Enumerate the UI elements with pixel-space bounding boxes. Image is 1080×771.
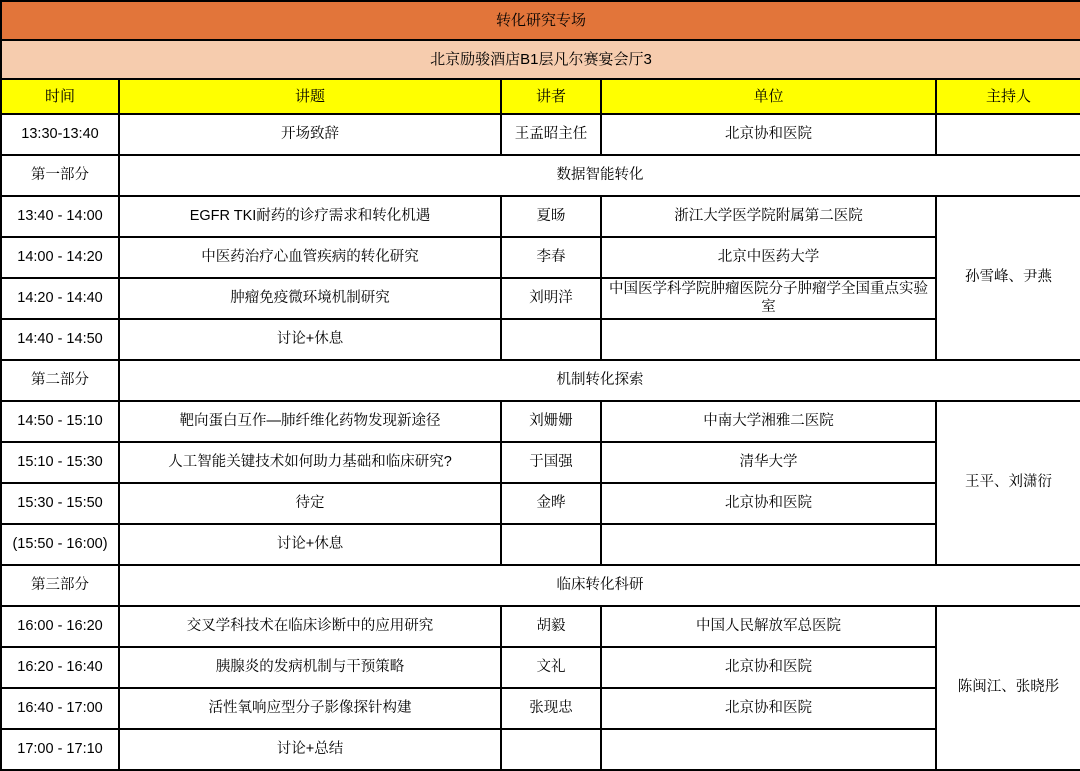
cell-speaker: 文礼 [501, 647, 601, 688]
table-row [1, 442, 1080, 483]
column-header-time: 时间 [1, 79, 119, 114]
cell-org [601, 524, 936, 565]
cell-time: 16:00 - 16:20 [1, 606, 119, 647]
cell-speaker: 夏旸 [501, 196, 601, 237]
table-row [1, 524, 1080, 565]
table-row [1, 401, 1080, 442]
cell-speaker: 张现忠 [501, 688, 601, 729]
part-header-row [1, 360, 1080, 401]
cell-topic: 讨论+休息 [119, 524, 501, 565]
cell-time: 13:30-13:40 [1, 114, 119, 155]
cell-part-label: 第二部分 [1, 360, 119, 401]
cell-org: 北京协和医院 [601, 114, 936, 155]
cell-topic: 靶向蛋白互作—肺纤维化药物发现新途径 [119, 401, 501, 442]
column-header-speaker: 讲者 [501, 79, 601, 114]
cell-part-label: 第一部分 [1, 155, 119, 196]
cell-part-title: 机制转化探索 [119, 360, 1080, 401]
column-header-topic: 讲题 [119, 79, 501, 114]
cell-topic: 中医药治疗心血管疾病的转化研究 [119, 237, 501, 278]
table-row [1, 196, 1080, 237]
table-row [1, 729, 1080, 770]
cell-topic: 讨论+总结 [119, 729, 501, 770]
cell-topic: 人工智能关键技术如何助力基础和临床研究? [119, 442, 501, 483]
table-row [1, 606, 1080, 647]
cell-part-title: 数据智能转化 [119, 155, 1080, 196]
cell-org: 北京协和医院 [601, 647, 936, 688]
cell-topic: 交叉学科技术在临床诊断中的应用研究 [119, 606, 501, 647]
cell-speaker: 金晔 [501, 483, 601, 524]
cell-time: 17:00 - 17:10 [1, 729, 119, 770]
table-row [1, 688, 1080, 729]
cell-topic: EGFR TKI耐药的诊疗需求和转化机遇 [119, 196, 501, 237]
session-title: 转化研究专场 [1, 1, 1080, 40]
cell-time: 14:00 - 14:20 [1, 237, 119, 278]
cell-part-title: 临床转化科研 [119, 565, 1080, 606]
cell-speaker [501, 524, 601, 565]
table-row [1, 237, 1080, 278]
table-header-row [1, 79, 1080, 114]
cell-topic: 待定 [119, 483, 501, 524]
column-header-org: 单位 [601, 79, 936, 114]
venue-label: 北京励骏酒店B1层凡尔赛宴会厅3 [1, 40, 1080, 79]
cell-speaker: 胡毅 [501, 606, 601, 647]
cell-time: 13:40 - 14:00 [1, 196, 119, 237]
cell-org: 北京协和医院 [601, 688, 936, 729]
cell-time: 14:50 - 15:10 [1, 401, 119, 442]
cell-chair: 孙雪峰、尹燕 [936, 196, 1080, 360]
cell-time: 14:20 - 14:40 [1, 278, 119, 319]
cell-speaker: 李春 [501, 237, 601, 278]
cell-time: (15:50 - 16:00) [1, 524, 119, 565]
cell-part-label: 第三部分 [1, 565, 119, 606]
cell-topic: 胰腺炎的发病机制与干预策略 [119, 647, 501, 688]
cell-org: 中国医学科学院肿瘤医院分子肿瘤学全国重点实验室 [601, 278, 936, 319]
cell-time: 14:40 - 14:50 [1, 319, 119, 360]
cell-time: 15:30 - 15:50 [1, 483, 119, 524]
cell-topic: 肿瘤免疫微环境机制研究 [119, 278, 501, 319]
cell-speaker: 刘明洋 [501, 278, 601, 319]
cell-time: 16:20 - 16:40 [1, 647, 119, 688]
cell-speaker: 于国强 [501, 442, 601, 483]
part-header-row [1, 155, 1080, 196]
table-row [1, 483, 1080, 524]
cell-speaker: 刘姗姗 [501, 401, 601, 442]
cell-org: 中国人民解放军总医院 [601, 606, 936, 647]
cell-speaker [501, 729, 601, 770]
cell-org: 北京中医药大学 [601, 237, 936, 278]
cell-org [601, 319, 936, 360]
cell-speaker [501, 319, 601, 360]
cell-topic: 活性氧响应型分子影像探针构建 [119, 688, 501, 729]
cell-chair: 陈闽江、张晓彤 [936, 606, 1080, 770]
cell-speaker: 王孟昭主任 [501, 114, 601, 155]
cell-org: 北京协和医院 [601, 483, 936, 524]
table-row [1, 319, 1080, 360]
cell-time: 16:40 - 17:00 [1, 688, 119, 729]
cell-chair [936, 114, 1080, 155]
cell-org: 浙江大学医学院附属第二医院 [601, 196, 936, 237]
venue-row [1, 40, 1080, 79]
part-header-row [1, 565, 1080, 606]
table-row [1, 114, 1080, 155]
cell-chair: 王平、刘潇衍 [936, 401, 1080, 565]
column-header-chair: 主持人 [936, 79, 1080, 114]
session-title-row [1, 1, 1080, 40]
cell-topic: 开场致辞 [119, 114, 501, 155]
table-row [1, 278, 1080, 319]
cell-org: 清华大学 [601, 442, 936, 483]
cell-org: 中南大学湘雅二医院 [601, 401, 936, 442]
cell-time: 15:10 - 15:30 [1, 442, 119, 483]
cell-topic: 讨论+休息 [119, 319, 501, 360]
cell-org [601, 729, 936, 770]
table-row [1, 647, 1080, 688]
